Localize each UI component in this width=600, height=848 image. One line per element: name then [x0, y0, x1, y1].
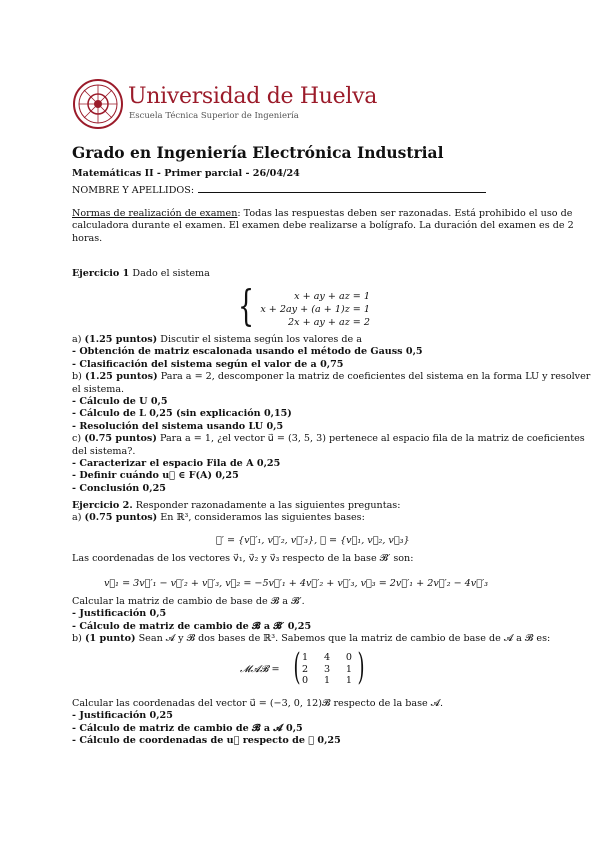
- matrix-cell: 1: [345, 663, 352, 675]
- system-eq-1: x + ay + az = 1: [294, 291, 370, 302]
- ex2-part-a-label: a): [72, 512, 82, 524]
- part-b-criterion-3: - Resolución del sistema usando LU 0,5: [72, 420, 284, 432]
- ex2-part-b-text: Sean 𝓐 y 𝓑 dos bases de ℝ³. Sabemos que la matriz de cambio de base de 𝓐 a 𝓑 es:: [138, 633, 551, 645]
- brace-icon: {: [238, 281, 255, 330]
- coords-intro: [72, 553, 534, 565]
- page-title: Grado en Ingeniería Electrónica Industrial: [72, 143, 444, 162]
- left-paren-icon: (: [293, 647, 301, 688]
- part-b-text-2: el sistema.: [72, 383, 125, 395]
- ex2-b-criterion-1: - Justificación 0,25: [72, 710, 173, 722]
- part-b-criterion-1: - Cálculo de U 0,5: [72, 396, 168, 408]
- part-c-criterion-1: - Caracterizar el espacio Fila de A 0,25: [72, 458, 281, 470]
- part-c-text-1: Para a = 1, ¿el vector u⃗ = (3, 5, 3) pertenece al espacio fila de la matriz de coeficientes: [159, 433, 585, 445]
- exercise-1-parts: [72, 334, 591, 495]
- part-a-criterion-2: - Clasificación del sistema según el valor de a 0,75: [72, 358, 344, 370]
- equation-system: [238, 281, 378, 333]
- part-c-criterion-2: - Definir cuándo u⃗ ∈ F(A) 0,25: [72, 470, 239, 482]
- matrix-row: [302, 652, 352, 664]
- subtitle-block: [72, 168, 534, 198]
- seal-icon: [72, 78, 124, 130]
- exercise-2-heading: Ejercicio 2.: [72, 500, 133, 511]
- part-b-label: b): [72, 371, 82, 383]
- matrix-row: [302, 675, 352, 687]
- exam-subtitle: Matemáticas II - Primer parcial - 26/04/24: [72, 168, 300, 179]
- matrix-cell: 1: [323, 675, 331, 687]
- matrix-cell: 2: [302, 663, 309, 675]
- university-name: Universidad de Huelva: [128, 84, 378, 109]
- matrix-row: [302, 664, 352, 676]
- ex2-b-criterion-2: - Cálculo de matriz de cambio de 𝓑 a 𝓐 0,5: [72, 722, 303, 734]
- matrix-cell: 1: [345, 675, 352, 687]
- name-blank-line[interactable]: [198, 184, 486, 193]
- ex2-part-b-points: (1 punto): [84, 633, 136, 645]
- ex2-b-criterion-3: - Cálculo de coordenadas de u⃗ respecto de 𝓐 0,25: [72, 735, 341, 747]
- rules-text-1: : Todas las respuestas deben ser razonadas. Está prohibido el uso de: [237, 208, 573, 219]
- part-a-text: Discutir el sistema según los valores de a: [160, 334, 362, 345]
- exercise-2-part-a: [72, 596, 551, 646]
- matrix-cell: 0: [302, 675, 309, 687]
- coords-equation: v⃗₁ = 3v⃗′₁ − v⃗′₂ + v⃗′₃, v⃗₂ = −5v⃗′₁ + 4v⃗′₂ + v⃗′₃, v⃗₃ = 2v⃗′₁ + 2v⃗′₂ − 4v⃗′₃: [104, 578, 488, 589]
- exercise-2-intro-text: Responder razonadamente a las siguientes preguntas:: [135, 500, 401, 511]
- matrix-cell: 0: [345, 652, 352, 663]
- part-b-text-1: Para a = 2, descomponer la matriz de coeficientes del sistema en la forma LU y resolver: [160, 371, 591, 383]
- matrix-cell: 4: [323, 652, 331, 663]
- part-c-points: (0.75 puntos): [84, 433, 157, 445]
- exercise-1-intro: [72, 268, 534, 280]
- name-label: NOMBRE Y APELLIDOS:: [72, 185, 195, 197]
- school-name: Escuela Técnica Superior de Ingeniería: [129, 111, 299, 121]
- system-eq-2: x + 2ay + (a + 1)z = 1: [260, 304, 370, 315]
- part-c-text-2: del sistema?.: [72, 445, 136, 457]
- bases-equation: 𝓑′ = {v⃗′₁, v⃗′₂, v⃗′₃}, 𝓑 = {v⃗₁, v⃗₂, v⃗₃}: [216, 535, 410, 546]
- matrix-cell: 3: [323, 663, 331, 675]
- ex2-a-criterion-1: - Justificación 0,5: [72, 608, 167, 620]
- rules-label: Normas de realización de examen: [72, 208, 238, 219]
- matrix-label: 𝓜𝓐𝓑 =: [240, 664, 280, 675]
- part-c-label: c): [72, 433, 82, 445]
- exercise-1-heading: Ejercicio 1: [72, 268, 130, 279]
- ex2-part-a-text: En ℝ³, consideramos las siguientes bases:: [160, 512, 365, 524]
- rules-text-3: horas.: [72, 232, 103, 244]
- part-b-criterion-2: - Cálculo de L 0,25 (sin explicación 0,15): [72, 408, 292, 420]
- matrix-cell: 1: [302, 652, 309, 663]
- coords-text: Las coordenadas de los vectores v⃗₁, v⃗₂ y v⃗₃ respecto de la base 𝓑′ son:: [72, 553, 414, 564]
- matrix-cells: [302, 652, 352, 687]
- rules-text-2: calculadora durante el examen. El examen debe realizarse a bolígrafo. La duración del examen es de 2: [72, 220, 574, 232]
- part-a-label: a): [72, 334, 82, 345]
- ex2-b-task: Calcular las coordenadas del vector u⃗ = (−3, 0, 12)𝓑 respecto de la base 𝓐.: [72, 698, 444, 709]
- ex2-a-task: Calcular la matriz de cambio de base de 𝓑 a 𝓑′.: [72, 596, 305, 607]
- exercise-2-intro: [72, 500, 534, 525]
- name-field[interactable]: [72, 184, 534, 197]
- university-logo: [72, 78, 378, 130]
- part-c-criterion-3: - Conclusión 0,25: [72, 482, 166, 494]
- rules-block: [72, 208, 574, 245]
- part-b-points: (1.25 puntos): [84, 371, 158, 383]
- ex2-a-criterion-2: - Cálculo de matriz de cambio de 𝓑 a 𝓑′ 0,25: [72, 620, 312, 632]
- system-eq-3: 2x + ay + az = 2: [288, 317, 370, 328]
- exercise-2-part-b: [72, 698, 534, 748]
- exercise-1-intro-text: Dado el sistema: [132, 268, 210, 279]
- part-a-criterion-1: - Obtención de matriz escalonada usando el método de Gauss 0,5: [72, 346, 423, 358]
- ex2-part-b-label: b): [72, 633, 82, 645]
- part-a-points: (1.25 puntos): [84, 334, 158, 345]
- right-paren-icon: ): [357, 647, 365, 688]
- ex2-part-a-points: (0.75 puntos): [84, 512, 158, 524]
